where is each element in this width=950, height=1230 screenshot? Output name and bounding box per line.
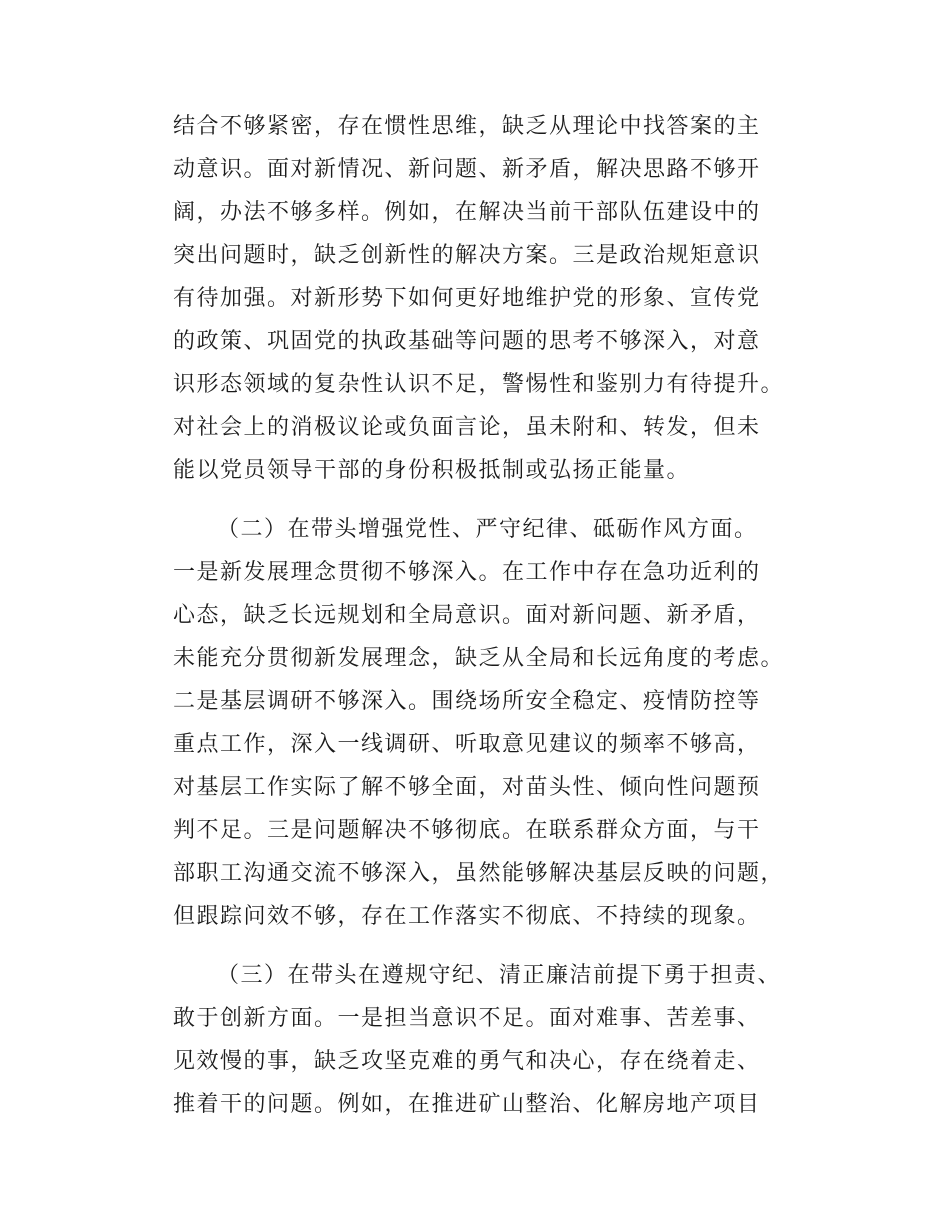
paragraph-line: 部职工沟通交流不够深入，虽然能够解决基层反映的问题， bbox=[173, 861, 785, 886]
paragraph-line: 但跟踪问效不够，存在工作落实不彻底、不持续的现象。 bbox=[173, 904, 761, 929]
section-heading: （三）在带头在遵规守纪、清正廉洁前提下勇于担责、 bbox=[217, 963, 782, 988]
paragraph-line: 判不足。三是问题解决不够彻底。在联系群众方面，与干 bbox=[173, 818, 761, 843]
paragraph-line: 推着干的问题。例如，在推进矿山整治、化解房地产项目 bbox=[173, 1092, 761, 1117]
paragraph-line: 结合不够紧密，存在惯性思维，缺乏从理论中找答案的主 bbox=[173, 114, 761, 139]
paragraph-section-two bbox=[173, 508, 813, 938]
paragraph-line: 心态，缺乏长远规划和全局意识。面对新问题、新矛盾， bbox=[173, 603, 761, 628]
paragraph-line: 阔，办法不够多样。例如，在解决当前干部队伍建设中的 bbox=[173, 200, 761, 225]
paragraph-line: 有待加强。对新形势下如何更好地维护党的形象、宣传党 bbox=[173, 286, 761, 311]
paragraph-line: 见效慢的事，缺乏攻坚克难的勇气和决心，存在绕着走、 bbox=[173, 1049, 761, 1074]
paragraph-section-three bbox=[173, 954, 813, 1126]
paragraph-line: 重点工作，深入一线调研、听取意见建议的频率不够高， bbox=[173, 732, 761, 757]
paragraph-line: 突出问题时，缺乏创新性的解决方案。三是政治规矩意识 bbox=[173, 243, 761, 268]
paragraph-line: 未能充分贯彻新发展理念，缺乏从全局和长远角度的考虑。 bbox=[173, 646, 785, 671]
section-heading: （二）在带头增强党性、严守纪律、砥砺作风方面。 bbox=[217, 517, 758, 542]
paragraph-line: 动意识。面对新情况、新问题、新矛盾，解决思路不够开 bbox=[173, 157, 761, 182]
paragraph-line: 敢于创新方面。一是担当意识不足。面对难事、苦差事、 bbox=[173, 1006, 761, 1031]
paragraph-line: 能以党员领导干部的身份积极抵制或弘扬正能量。 bbox=[173, 458, 691, 483]
paragraph-line: 二是基层调研不够深入。围绕场所安全稳定、疫情防控等 bbox=[173, 689, 761, 714]
paragraph-continuation bbox=[173, 105, 813, 492]
paragraph-line: 的政策、巩固党的执政基础等问题的思考不够深入，对意 bbox=[173, 329, 761, 354]
paragraph-line: 对基层工作实际了解不够全面，对苗头性、倾向性问题预 bbox=[173, 775, 761, 800]
paragraph-line: 识形态领域的复杂性认识不足，警惕性和鉴别力有待提升。 bbox=[173, 372, 785, 397]
paragraph-line: 对社会上的消极议论或负面言论，虽未附和、转发，但未 bbox=[173, 415, 761, 440]
paragraph-line: 一是新发展理念贯彻不够深入。在工作中存在急功近利的 bbox=[173, 560, 761, 585]
